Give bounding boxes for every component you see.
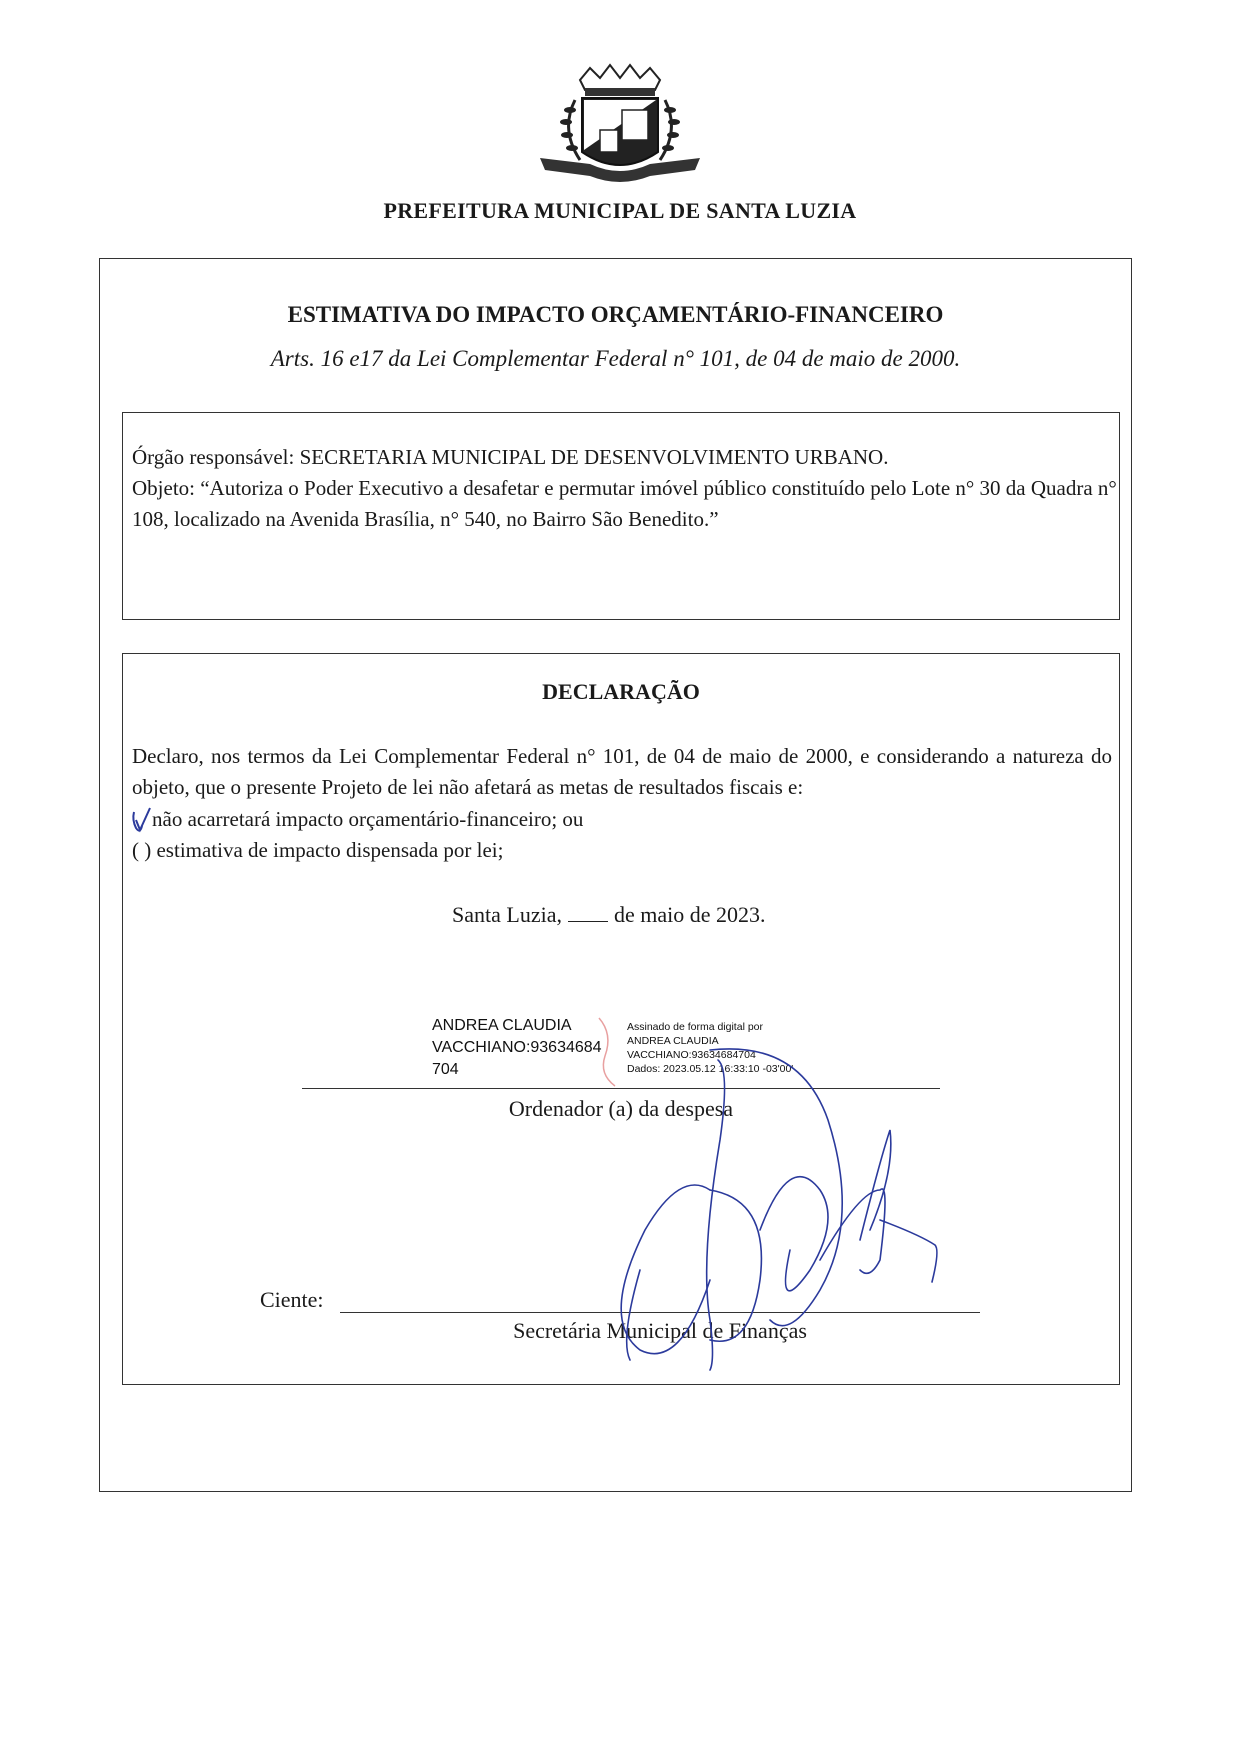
document-subtitle: Arts. 16 e17 da Lei Complementar Federal n° 101, de 04 de maio de 2000.	[270, 346, 961, 371]
organ-info	[132, 442, 1122, 535]
orgao-responsavel: Órgão responsável: SECRETARIA MUNICIPAL DE DESENVOLVIMENTO URBANO.	[132, 445, 889, 469]
digital-signature-details	[627, 1020, 793, 1076]
dsig-detail-line: ANDREA CLAUDIA	[627, 1035, 719, 1047]
option-no-impact: não acarretará impacto orçamentário-financeiro; ou	[152, 807, 584, 831]
dsig-name-line: 704	[432, 1061, 459, 1078]
dsig-name-line: ANDREA CLAUDIA	[432, 1017, 572, 1034]
dsig-detail-line: Assinado de forma digital por	[627, 1021, 763, 1033]
dsig-detail-line: Dados: 2023.05.12 16:33:10 -03'00'	[627, 1063, 794, 1075]
declaration-body: Declaro, nos termos da Lei Complementar Federal n° 101, de 04 de maio de 2000, e considerando a natureza do objeto, que o presente Projeto de lei não afetará as metas de resultados fiscais e:	[132, 744, 1112, 799]
dsig-detail-line: VACCHIANO:93634684704	[627, 1049, 756, 1061]
place-text: Santa Luzia,	[452, 902, 562, 927]
place-date	[452, 902, 766, 928]
ordenador-signature-line	[302, 1088, 940, 1089]
date-text: de maio de 2023.	[613, 902, 766, 927]
option-dispensed: ( ) estimativa de impacto dispensada por lei;	[132, 838, 504, 862]
signature-stamp-mark	[593, 1016, 623, 1088]
objeto-text: Objeto: “Autoriza o Poder Executivo a desafetar e permutar imóvel público constituído pelo Lote n° 30 da Quadra n° 108, localizado na Avenida Brasília, n° 540, no Bairro São Benedito.”	[132, 476, 1117, 531]
digital-signature-name	[432, 1015, 602, 1081]
dsig-name-line: VACCHIANO:93634684	[432, 1039, 602, 1056]
secretaria-financas-label: Secretária Municipal de Finanças	[513, 1318, 807, 1343]
ordenador-label: Ordenador (a) da despesa	[508, 1096, 734, 1121]
day-blank	[568, 903, 608, 922]
checkmark-icon	[130, 806, 152, 834]
document-title: ESTIMATIVA DO IMPACTO ORÇAMENTÁRIO-FINANCEIRO	[287, 302, 944, 327]
declaration-title: DECLARAÇÃO	[542, 679, 700, 704]
ciente-label: Ciente:	[260, 1287, 324, 1312]
coat-of-arms-logo	[530, 60, 710, 190]
municipality-title: PREFEITURA MUNICIPAL DE SANTA LUZIA	[383, 198, 857, 223]
ciente-signature-line	[340, 1312, 980, 1313]
